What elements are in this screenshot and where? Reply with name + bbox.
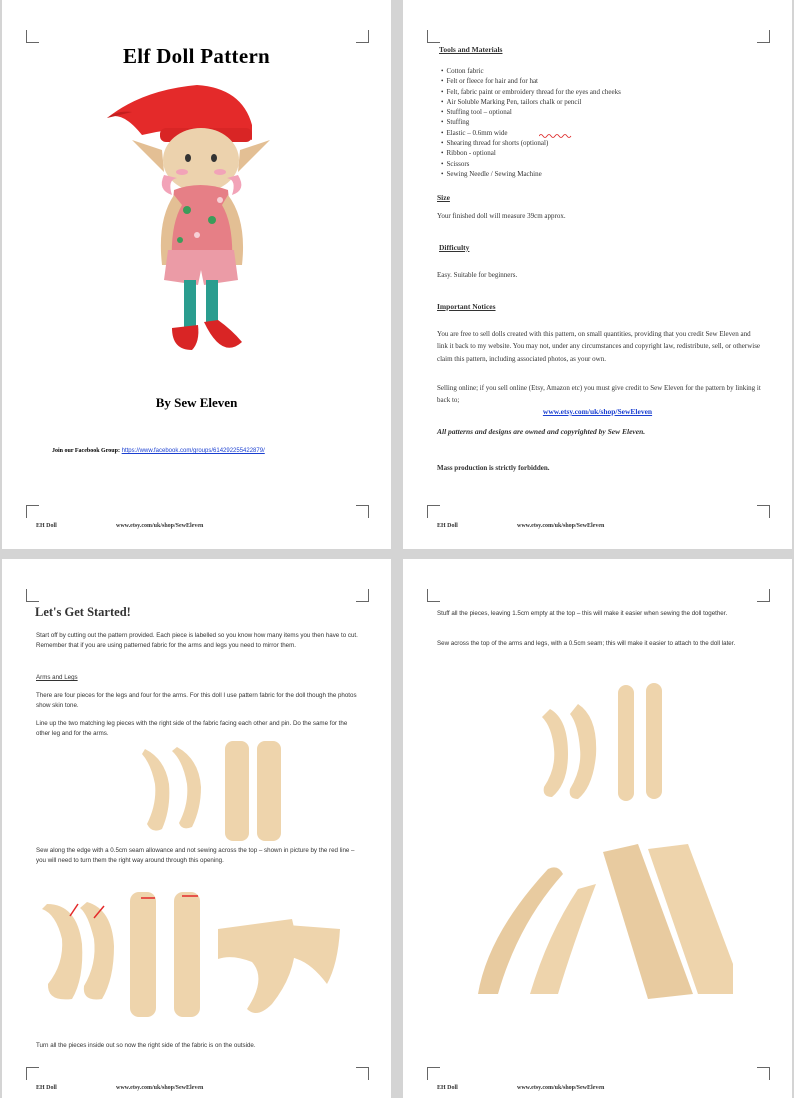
facebook-label: Join our Facebook Group: bbox=[52, 448, 120, 454]
crop-mark bbox=[757, 505, 770, 518]
paragraph: Line up the two matching leg pieces with the right side of the fabric facing each other and pin. Do the same for the other leg and for the arms. bbox=[36, 720, 348, 737]
page-2-info bbox=[403, 0, 792, 549]
crop-mark bbox=[427, 589, 440, 602]
notice-paragraph: Selling online; if you sell online (Etsy, Amazon etc) you must give credit to Sew Eleven for the pattern by linking it back to; bbox=[437, 384, 761, 405]
list-item: • Shearing thread for shorts (optional) bbox=[441, 138, 621, 148]
size-text: Your finished doll will measure 39cm approx. bbox=[437, 212, 566, 220]
crop-mark bbox=[757, 1067, 770, 1080]
paragraph: Stuff all the pieces, leaving 1.5cm empty at the top – this will make it easier when sewing the doll together. bbox=[437, 610, 728, 617]
footer-left: EH Doll bbox=[437, 523, 458, 529]
crop-mark bbox=[356, 30, 369, 43]
subsection-title: Arms and Legs bbox=[36, 674, 78, 681]
intro-paragraph: Start off by cutting out the pattern provided. Each piece is labelled so you know how many items you then have to cut. Remember that if you are using patterned fabric for the arms and legs you need to mirror them. bbox=[36, 632, 358, 649]
tools-list bbox=[441, 66, 621, 179]
list-item: • Felt, fabric paint or embroidery thread for the eyes and cheeks bbox=[441, 87, 621, 97]
crop-mark bbox=[427, 505, 440, 518]
page-4-instructions bbox=[403, 559, 792, 1098]
paragraph: There are four pieces for the legs and four for the arms. For this doll I use pattern fabric for the doll though the photos show skin tone. bbox=[36, 692, 357, 709]
list-item: • Scissors bbox=[441, 159, 621, 169]
crop-mark bbox=[757, 589, 770, 602]
footer-center: www.etsy.com/uk/shop/SewEleven bbox=[517, 1085, 605, 1091]
difficulty-text: Easy. Suitable for beginners. bbox=[437, 271, 518, 279]
list-item: • Stuffing tool – optional bbox=[441, 107, 621, 117]
page-title[interactable]: Elf Doll Pattern bbox=[122, 44, 271, 68]
crop-mark bbox=[26, 1067, 39, 1080]
list-item: • Felt or fleece for hair and for hat bbox=[441, 76, 621, 86]
footer-left: EH Doll bbox=[36, 1085, 57, 1091]
list-item: • Sewing Needle / Sewing Machine bbox=[441, 169, 621, 179]
footer-center: www.etsy.com/uk/shop/SewEleven bbox=[116, 1085, 204, 1091]
crop-mark bbox=[427, 30, 440, 43]
elf-doll-photo bbox=[102, 80, 282, 365]
byline: By Sew Eleven bbox=[155, 395, 238, 410]
page-3-instructions bbox=[2, 559, 391, 1098]
difficulty-heading: Difficulty bbox=[439, 243, 470, 252]
crop-mark bbox=[26, 30, 39, 43]
fabric-pieces-photo bbox=[137, 739, 297, 844]
crop-mark bbox=[356, 1067, 369, 1080]
mass-production-text: Mass production is strictly forbidden. bbox=[437, 464, 550, 472]
page-1-cover bbox=[2, 0, 391, 549]
paragraph: Sew across the top of the arms and legs, with a 0.5cm seam; this will make it easier to attach to the doll later. bbox=[437, 640, 736, 647]
crop-mark bbox=[26, 505, 39, 518]
size-heading: Size bbox=[437, 193, 450, 202]
sewn-pieces-photo bbox=[42, 884, 342, 1034]
tools-heading: Tools and Materials bbox=[439, 45, 503, 54]
facebook-group-link[interactable]: https://www.facebook.com/groups/614292255422879/ bbox=[121, 448, 265, 454]
footer-left: EH Doll bbox=[437, 1085, 458, 1091]
section-title: Let's Get Started! bbox=[35, 605, 131, 619]
list-item: • Stuffing bbox=[441, 117, 621, 127]
crop-mark bbox=[26, 589, 39, 602]
facebook-group-line bbox=[52, 448, 265, 454]
stuffed-pieces-photo bbox=[538, 679, 678, 804]
footer-center: www.etsy.com/uk/shop/SewEleven bbox=[116, 523, 204, 529]
notices-heading: Important Notices bbox=[437, 302, 496, 311]
rights-text: All patterns and designs are owned and copyrighted by Sew Eleven. bbox=[437, 427, 646, 436]
etsy-shop-link[interactable]: www.etsy.com/uk/shop/SewEleven bbox=[542, 407, 653, 416]
stuffed-pieces-closeup-photo bbox=[478, 844, 733, 1009]
crop-mark bbox=[757, 30, 770, 43]
crop-mark bbox=[356, 505, 369, 518]
crop-mark bbox=[356, 589, 369, 602]
crop-mark bbox=[427, 1067, 440, 1080]
spellcheck-squiggle bbox=[539, 133, 573, 139]
list-item: • Air Soluble Marking Pen, tailors chalk or pencil bbox=[441, 97, 621, 107]
list-item: • Ribbon - optional bbox=[441, 148, 621, 158]
paragraph: Sew along the edge with a 0.5cm seam allowance and not sewing across the top – shown in picture by the red line – you will need to turn them the right way around through this opening. bbox=[36, 847, 355, 864]
footer-center: www.etsy.com/uk/shop/SewEleven bbox=[517, 523, 605, 529]
paragraph: Turn all the pieces inside out so now the right side of the fabric is on the outside. bbox=[36, 1042, 256, 1049]
list-item: • Elastic – 0.6mm wide bbox=[441, 128, 621, 138]
footer-left: EH Doll bbox=[36, 523, 57, 529]
list-item: • Cotton fabric bbox=[441, 66, 621, 76]
notice-paragraph: You are free to sell dolls created with this pattern, on small quantities, providing that you credit Sew Eleven and link it back to my website. You may not, under any circumstances and copyright law, redistribute, sell, or otherwise claim this pattern, including associated photos, as your own. bbox=[437, 330, 761, 363]
